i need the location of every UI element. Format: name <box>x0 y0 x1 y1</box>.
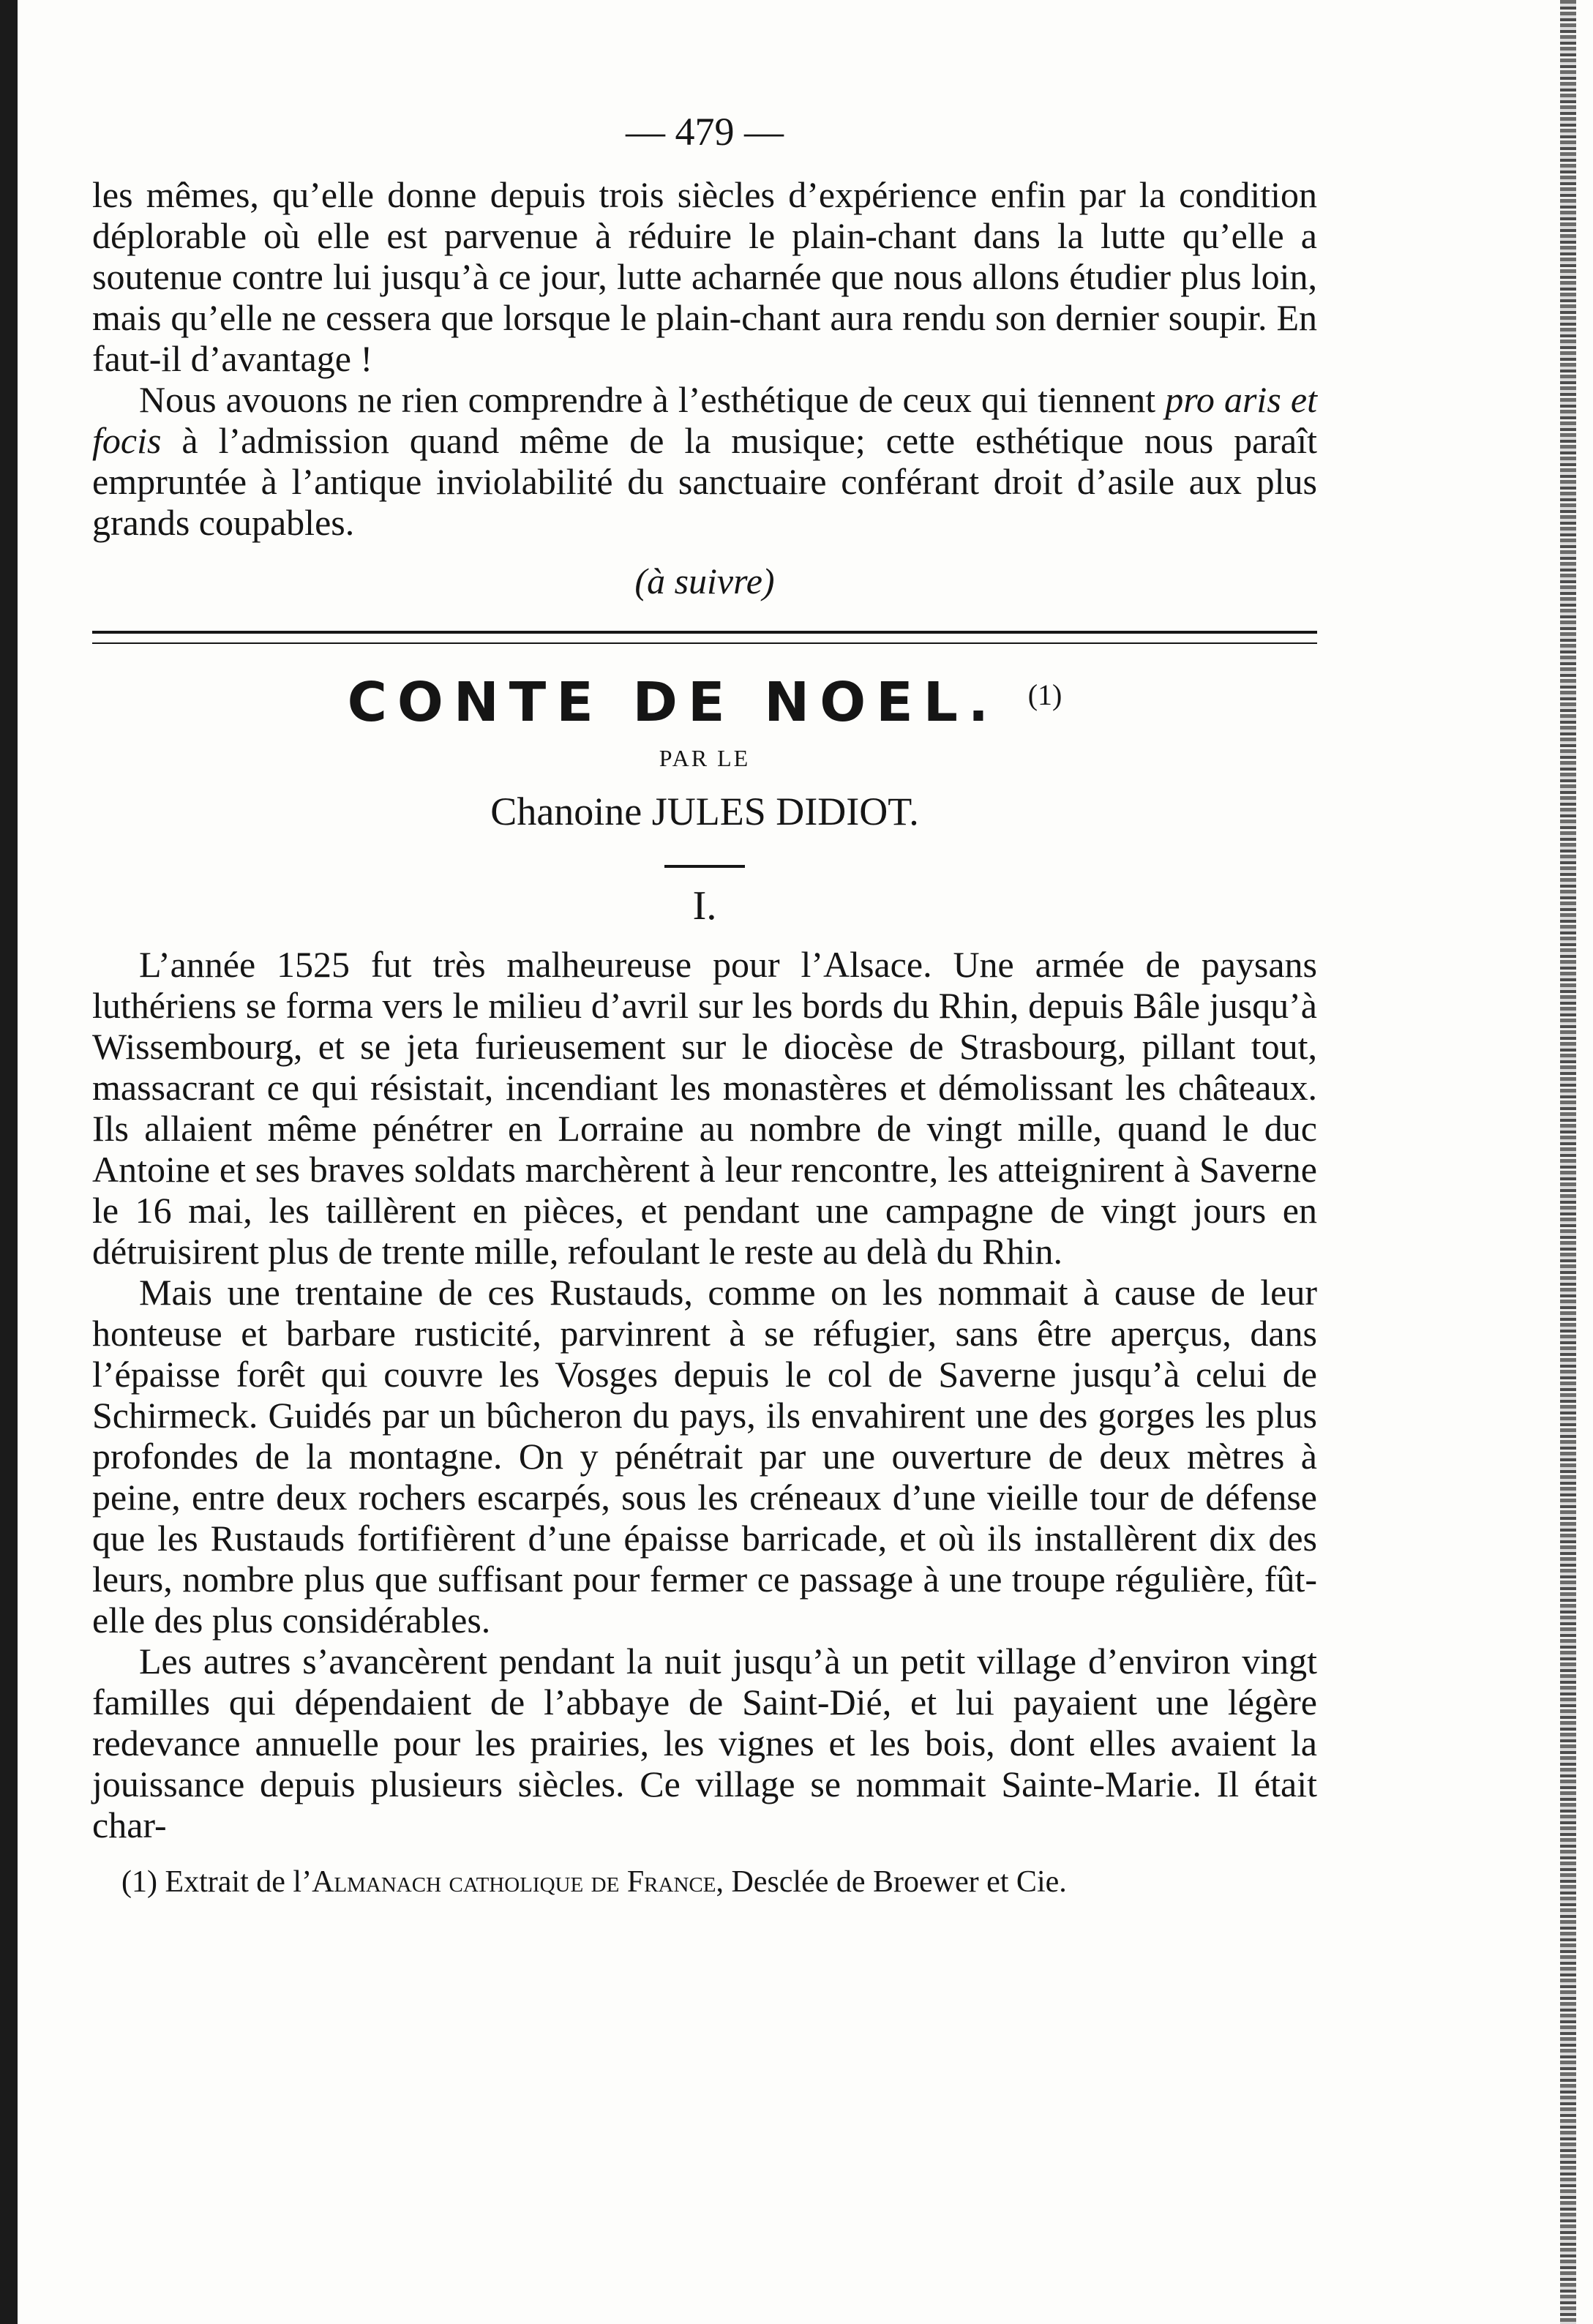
chapter-number: I. <box>692 883 717 929</box>
story-paragraph: Mais une trentaine de ces Rustauds, comme on les nommait à cause de leur honteuse et barbare rusticité, parvinrent à se réfugier, sans être aperçus, dans l’épaisse forêt qui couvre les Vosges depuis le col de Saverne jusqu’à celui de Schirmeck. Guidés par un bûcheron du pays, ils envahirent une des gorges les plus profondes de la montagne. On y pénétrait par une ouverture de deux mètres à peine, entre deux rochers escarpés, sous les créneaux d’une vieille tour de défense que les Rustauds fortifièrent d’une épaisse barricade, et où ils installèrent dix des leurs, nombre plus que suffisant pour fermer ce passage à une troupe régulière, fût-elle des plus considérables. <box>92 1272 1317 1641</box>
second-paragraph-before: Nous avouons ne rien comprendre à l’esthétique de ceux qui tiennent <box>139 379 1166 420</box>
footnote-marker: (1) <box>121 1865 157 1899</box>
story-paragraph: L’année 1525 fut très malheureuse pour l’Alsace. Une armée de paysans luthériens se forma vers le milieu d’avril sur les bords du Rhin, depuis Bâle jusqu’à Wissembourg, et se jeta furieusement sur le diocèse de Strasbourg, pillant tout, massacrant ce qui résistait, incendiant les monastères et démolissant les châteaux. Ils allaient même pénétrer en Lorraine au nombre de vingt mille, quand le duc Antoine et ses braves soldats marchèrent à leur rencontre, les atteignirent à Saverne le 16 mai, les taillèrent en pièces, et pendant une campagne de vingt jours en détruisirent plus de trente mille, refoulant le reste au delà du Rhin. <box>92 944 1317 1272</box>
footnote-text-after: , Desclée de Broewer et Cie. <box>716 1865 1067 1899</box>
footnote-text-before: Extrait de l’ <box>165 1865 312 1899</box>
story-paragraph: Les autres s’avancèrent pendant la nuit jusqu’à un petit village d’environ vingt familles qui dépendaient de l’abbaye de Saint-Dié, et lui payaient une légère redevance annuelle pour les prairies, les vignes et les bois, dont elles avaient la jouissance depuis plusieurs siècles. Ce village se nommait Sainte-Marie. Il était char- <box>92 1641 1317 1845</box>
page-right-edge <box>1560 0 1576 2324</box>
section-separator <box>92 631 1317 644</box>
footnote-publication: Almanach catholique de France <box>312 1865 716 1899</box>
a-suivre-note: (à suivre) <box>634 561 775 601</box>
second-paragraph <box>92 379 1317 543</box>
short-divider <box>664 865 745 868</box>
second-paragraph-italic: pro aris et focis <box>92 379 1317 461</box>
author-name: Chanoine JULES DIDIOT. <box>490 790 919 833</box>
footnote <box>92 1863 1317 1901</box>
page-number: — 479 — <box>626 110 784 154</box>
story-title <box>92 664 1317 733</box>
page-binding-edge <box>0 0 18 2324</box>
story-title-text: CONTE DE NOEL. <box>347 671 999 734</box>
byline-prefix: PAR LE <box>659 745 751 771</box>
second-paragraph-after: à l’admission quand même de la musique; cette esthétique nous paraît empruntée à l’antique inviolabilité du sanctuaire conférant droit d’asile aux plus grands coupables. <box>92 420 1317 543</box>
footnote-reference: (1) <box>1027 678 1062 711</box>
intro-paragraph: les mêmes, qu’elle donne depuis trois siècles d’expérience enfin par la condition déplorable où elle est parvenue à réduire le plain-chant dans la lutte qu’elle a soutenue contre lui jusqu’à ce jour, lutte acharnée que nous allons étudier plus loin, mais qu’elle ne cessera que lorsque le plain-chant aura rendu son dernier soupir. En faut-il d’avantage ! <box>92 174 1317 379</box>
document-page <box>92 110 1317 1901</box>
